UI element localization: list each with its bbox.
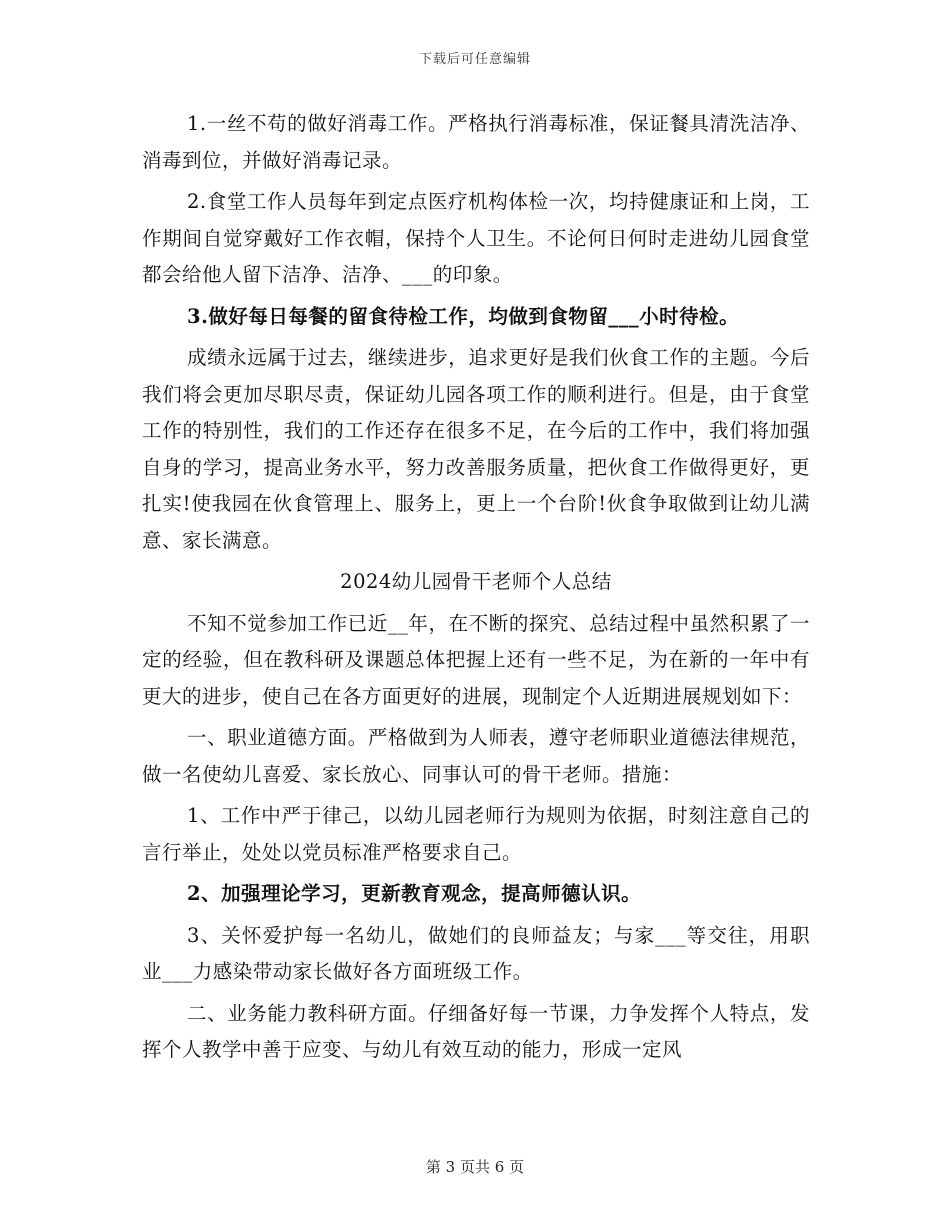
paragraph-conclusion: 成绩永远属于过去，继续进步，追求更好是我们伙食工作的主题。今后我们将会更加尽职尽责，保证幼儿园各项工作的顺利进行。但是，由于食堂工作的特别性，我们的工作还存在很多不足，在今后的工作中，我们将加强自身的学习，提高业务水平，努力改善服务质量，把伙食工作做得更好，更扎实!使我园在伙食管理上、服务上，更上一个台阶!伙食争取做到让幼儿满意、家长满意。 [142,346,810,552]
page-header: 下载后可任意编辑 [418,52,531,67]
paragraph-research: 二、业务能力教科研方面。仔细备好每一节课，力争发挥个人特点，发挥个人教学中善于应变、与幼儿有效互动的能力，形成一定风 [142,1001,810,1061]
paragraph-measure-2: 2、加强理论学习，更新教育观念，提高师德认识。 [187,882,642,905]
paragraph-food-sample: 3.做好每日每餐的留食待检工作，均做到食物留___小时待检。 [187,304,740,328]
paragraph-disinfection: 1.一丝不苟的做好消毒工作。严格执行消毒标准，保证餐具清洗洁净、消毒到位，并做好消毒记录。 [142,112,810,172]
paragraph-measure-1: 1、工作中严于律己，以幼儿园老师行为规则为依据，时刻注意自己的言行举止，处处以党员标准严格要求自己。 [142,804,810,864]
paragraph-measure-3: 3、关怀爱护每一名幼儿，做她们的良师益友；与家___等交往，用职业___力感染带动家长做好各方面班级工作。 [142,923,810,983]
paragraph-intro: 不知不觉参加工作已近__年，在不断的探究、总结过程中虽然积累了一定的经验，但在教科研及课题总体把握上还有一些不足，为在新的一年中有更大的进步，使自己在各方面更好的进展，现制定个人近期进展规划如下： [142,611,810,708]
section-title: 2024幼儿园骨干老师个人总结 [340,570,612,593]
document-body [142,106,810,1074]
page-footer: 第 3 页共 6 页 [425,1158,525,1176]
paragraph-ethics: 一、职业道德方面。严格做到为人师表，遵守老师职业道德法律规范，做一名使幼儿喜爱、家长放心、同事认可的骨干老师。措施： [142,726,810,786]
paragraph-health-check: 2.食堂工作人员每年到定点医疗机构体检一次，均持健康证和上岗，工作期间自觉穿戴好工作衣帽，保持个人卫生。不论何日何时走进幼儿园食堂都会给他人留下洁净、洁净、___的印象。 [142,190,810,286]
